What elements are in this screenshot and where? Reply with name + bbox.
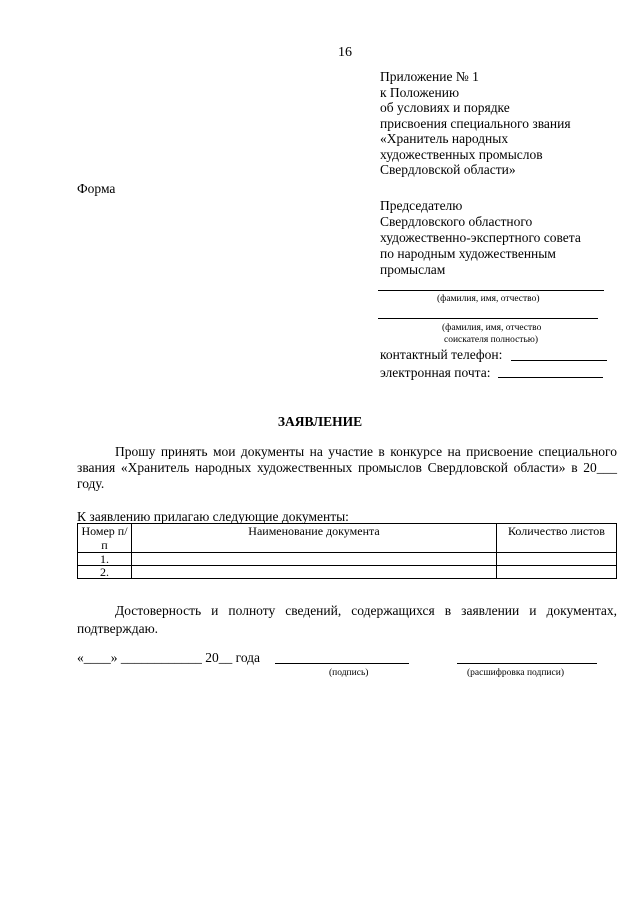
appendix-line: «Хранитель народных	[380, 131, 509, 146]
date-field[interactable]: «____» ____________ 20__ года	[77, 650, 261, 665]
appendix-line: к Положению	[380, 84, 460, 100]
documents-table	[77, 523, 617, 579]
row-number: 1.	[78, 553, 132, 566]
document-title: ЗАЯВЛЕНИЕ	[277, 414, 363, 429]
appendix-line: присвоения специального звания	[380, 115, 571, 131]
attachments-label: К заявлению прилагаю следующие документы:	[77, 509, 349, 524]
appendix-block	[380, 69, 571, 178]
signature-field[interactable]	[275, 663, 409, 664]
addressee-line: промыслам	[380, 262, 446, 277]
signature-caption: (подпись)	[329, 668, 369, 678]
confirmation-paragraph: Достоверность и полноту сведений, содержащихся в заявлении и документах, подтверждаю.	[77, 603, 617, 636]
appendix-line: Свердловской области»	[380, 162, 516, 177]
table-header-row	[78, 524, 617, 553]
addressee-block	[380, 198, 581, 278]
addressee-line: Свердловского областного	[380, 214, 533, 229]
form-label: Форма	[77, 181, 116, 196]
row-sheet-count[interactable]	[497, 566, 617, 579]
addressee-line: художественно-экспертного совета	[380, 230, 581, 245]
applicant-name-caption-1: (фамилия, имя, отчество	[442, 323, 542, 333]
chairman-name-field[interactable]	[378, 290, 604, 291]
addressee-line: Председателю	[380, 198, 463, 213]
row-sheet-count[interactable]	[497, 553, 617, 566]
page-number: 16	[338, 45, 352, 60]
chairman-name-caption: (фамилия, имя, отчество)	[437, 294, 540, 304]
email-field[interactable]	[498, 377, 603, 378]
appendix-line: Приложение № 1	[380, 69, 479, 84]
header-sheet-count: Количество листов	[497, 524, 617, 553]
table-row	[78, 566, 617, 579]
applicant-name-field[interactable]	[378, 318, 598, 319]
applicant-name-caption-2: соискателя полностью)	[444, 335, 539, 345]
appendix-line: художественных промыслов	[380, 146, 543, 162]
header-document-name: Наименование документа	[132, 524, 497, 553]
email-label: электронная почта:	[380, 365, 491, 380]
table-row	[78, 553, 617, 566]
signature-decoding-field[interactable]	[457, 663, 597, 664]
appendix-line: об условиях и порядке	[380, 100, 510, 115]
signature-decoding-caption: (расшифровка подписи)	[467, 668, 564, 678]
row-document-name[interactable]	[132, 566, 497, 579]
row-document-name[interactable]	[132, 553, 497, 566]
header-number: Номер п/п	[78, 524, 132, 553]
addressee-line: по народным художественным	[380, 246, 556, 261]
phone-label: контактный телефон:	[380, 347, 503, 362]
phone-field[interactable]	[511, 360, 607, 361]
request-paragraph: Прошу принять мои документы на участие в конкурсе на присвоение специального звания «Хранитель народных художественных промыслов Свердловской области» в 20___ году.	[77, 444, 617, 491]
row-number: 2.	[78, 566, 132, 579]
